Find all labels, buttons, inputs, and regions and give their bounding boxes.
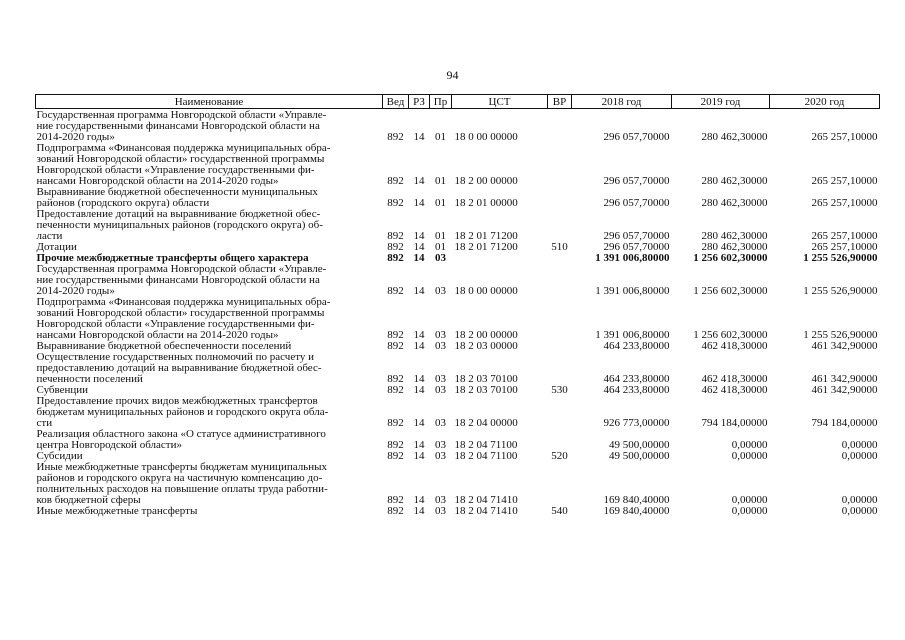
cell-ved: 892 bbox=[387, 131, 404, 143]
cell-2020: 265 257,10000 bbox=[811, 241, 878, 253]
cell-name: Выравнивание бюджетной обеспеченности поселений bbox=[36, 340, 292, 352]
table-row bbox=[36, 297, 880, 341]
cell-2019: 462 418,30000 bbox=[701, 384, 768, 396]
table-row bbox=[36, 429, 880, 451]
table-row bbox=[36, 143, 880, 187]
cell-ved: 892 bbox=[387, 230, 404, 242]
cell-ved: 892 bbox=[387, 329, 404, 341]
cell-rz: 14 bbox=[413, 175, 425, 187]
cell-name: Иные межбюджетные трансферты bbox=[36, 505, 198, 517]
table-header-row bbox=[36, 95, 880, 109]
cell-2020: 265 257,10000 bbox=[811, 175, 878, 187]
cell-vr bbox=[548, 143, 572, 187]
cell-vr bbox=[548, 352, 572, 385]
cell-rz: 14 bbox=[413, 439, 425, 451]
cell-name: Государственная программа Новгородской области «Управле- ние государственными финансами Новгородской области на 2014-2020 годы» bbox=[36, 109, 327, 143]
cell-rz: 14 bbox=[413, 340, 425, 352]
cell-ved: 892 bbox=[387, 175, 404, 187]
header-2019: 2019 год bbox=[672, 95, 770, 109]
cell-pr: 03 bbox=[435, 417, 446, 429]
cell-cst: 18 2 03 70100 bbox=[454, 384, 518, 396]
cell-2018: 464 233,80000 bbox=[603, 373, 670, 385]
header-pr: Пр bbox=[430, 95, 452, 109]
cell-name: Осуществление государственных полномочий по расчету и предоставлению дотаций на выравнивание бюджетной обес- печенности поселений bbox=[36, 351, 322, 385]
cell-ved: 892 bbox=[387, 241, 404, 253]
table-body bbox=[36, 109, 880, 518]
cell-name: Подпрограмма «Финансовая поддержка муниципальных обра- зований Новгородской области» государственной программы Новгородской области «Управление государственными фи- нансами Новгородской области на 2014-2020 годы» bbox=[36, 142, 331, 187]
cell-pr: 03 bbox=[435, 384, 446, 396]
table-row bbox=[36, 109, 880, 144]
cell-cst: 18 2 00 00000 bbox=[454, 329, 518, 341]
table-row bbox=[36, 264, 880, 297]
cell-vr bbox=[548, 462, 572, 506]
cell-ved: 892 bbox=[387, 505, 404, 517]
table-row bbox=[36, 209, 880, 242]
cell-rz: 14 bbox=[413, 285, 425, 297]
cell-rz: 14 bbox=[413, 252, 425, 264]
cell-2019: 280 462,30000 bbox=[701, 230, 768, 242]
cell-name: Предоставление прочих видов межбюджетных трансфертов бюджетам муниципальных районов и городского округа обла- сти bbox=[36, 395, 329, 429]
header-name: Наименование bbox=[36, 95, 383, 109]
cell-cst: 18 2 04 71100 bbox=[454, 439, 518, 451]
cell-2018: 296 057,70000 bbox=[603, 197, 670, 209]
header-ved: Вед bbox=[383, 95, 409, 109]
cell-rz: 14 bbox=[413, 450, 425, 462]
cell-ved: 892 bbox=[387, 285, 404, 297]
cell-2018: 296 057,70000 bbox=[603, 241, 670, 253]
cell-2019: 0,00000 bbox=[731, 505, 768, 517]
cell-ved: 892 bbox=[387, 384, 404, 396]
cell-ved: 892 bbox=[387, 340, 404, 352]
cell-ved: 892 bbox=[387, 197, 404, 209]
cell-cst: 18 2 04 71410 bbox=[454, 494, 518, 506]
cell-2020: 265 257,10000 bbox=[811, 131, 878, 143]
cell-rz: 14 bbox=[413, 197, 425, 209]
table-row bbox=[36, 462, 880, 506]
cell-2019: 0,00000 bbox=[731, 494, 768, 506]
cell-cst: 18 2 04 00000 bbox=[454, 417, 518, 429]
cell-ved: 892 bbox=[387, 494, 404, 506]
cell-name: Государственная программа Новгородской области «Управле- ние государственными финансами Новгородской области на 2014-2020 годы» bbox=[36, 263, 327, 297]
cell-cst: 18 2 00 00000 bbox=[454, 175, 518, 187]
header-cst: ЦСТ bbox=[452, 95, 548, 109]
cell-2020: 265 257,10000 bbox=[811, 197, 878, 209]
budget-table bbox=[35, 94, 880, 517]
cell-2020: 461 342,90000 bbox=[811, 384, 878, 396]
cell-2019: 1 256 602,30000 bbox=[693, 285, 768, 297]
cell-vr bbox=[548, 187, 572, 209]
table-row bbox=[36, 187, 880, 209]
table-row bbox=[36, 352, 880, 385]
header-rz: РЗ bbox=[409, 95, 430, 109]
cell-2018: 169 840,40000 bbox=[603, 494, 670, 506]
cell-name: Субвенции bbox=[36, 384, 89, 396]
cell-pr: 03 bbox=[435, 329, 446, 341]
cell-rz: 14 bbox=[413, 494, 425, 506]
cell-rz: 14 bbox=[413, 505, 425, 517]
cell-name: Подпрограмма «Финансовая поддержка муниципальных обра- зований Новгородской области» государственной программы Новгородской области «Управление государственными фи- нансами Новгородской области на 2014-2020 годы» bbox=[36, 296, 331, 341]
cell-vr: 510 bbox=[551, 241, 568, 253]
cell-2018: 464 233,80000 bbox=[603, 384, 670, 396]
cell-2018: 296 057,70000 bbox=[603, 131, 670, 143]
cell-2018: 49 500,00000 bbox=[609, 439, 670, 451]
cell-cst: 18 2 03 70100 bbox=[454, 373, 518, 385]
cell-pr: 03 bbox=[435, 373, 446, 385]
cell-pr: 01 bbox=[435, 197, 446, 209]
cell-pr: 01 bbox=[435, 230, 446, 242]
cell-vr bbox=[548, 297, 572, 341]
cell-name: Выравнивание бюджетной обеспеченности муниципальных районов (городского округа) области bbox=[36, 186, 318, 209]
cell-pr: 03 bbox=[435, 439, 446, 451]
cell-2019: 1 256 602,30000 bbox=[693, 329, 768, 341]
cell-2020: 461 342,90000 bbox=[811, 373, 878, 385]
cell-2019: 280 462,30000 bbox=[701, 197, 768, 209]
cell-vr: 520 bbox=[551, 450, 568, 462]
cell-pr: 03 bbox=[435, 340, 446, 352]
cell-2020: 1 255 526,90000 bbox=[803, 252, 878, 264]
cell-rz: 14 bbox=[413, 230, 425, 242]
cell-2019: 462 418,30000 bbox=[701, 340, 768, 352]
cell-2020: 1 255 526,90000 bbox=[803, 329, 878, 341]
cell-2020: 0,00000 bbox=[841, 450, 878, 462]
cell-vr: 530 bbox=[551, 384, 568, 396]
cell-2020: 461 342,90000 bbox=[811, 340, 878, 352]
cell-vr bbox=[548, 341, 572, 352]
cell-2019: 0,00000 bbox=[731, 450, 768, 462]
cell-ved: 892 bbox=[387, 439, 404, 451]
cell-2018: 49 500,00000 bbox=[609, 450, 670, 462]
cell-pr: 03 bbox=[435, 505, 446, 517]
cell-name: Субсидии bbox=[36, 450, 83, 462]
cell-vr bbox=[548, 264, 572, 297]
cell-pr: 01 bbox=[435, 175, 446, 187]
cell-pr: 03 bbox=[435, 252, 446, 264]
cell-2019: 1 256 602,30000 bbox=[693, 252, 768, 264]
cell-rz: 14 bbox=[413, 384, 425, 396]
cell-ved: 892 bbox=[387, 417, 404, 429]
cell-name: Предоставление дотаций на выравнивание бюджетной обес- печенности муниципальных районов (городского округа) об- ласти bbox=[36, 208, 323, 242]
cell-pr: 01 bbox=[435, 241, 446, 253]
cell-2020: 1 255 526,90000 bbox=[803, 285, 878, 297]
cell-cst: 18 0 00 00000 bbox=[454, 285, 518, 297]
cell-vr bbox=[548, 429, 572, 451]
cell-2019: 0,00000 bbox=[731, 439, 768, 451]
cell-cst: 18 2 01 71200 bbox=[454, 230, 518, 242]
cell-2018: 1 391 006,80000 bbox=[595, 285, 670, 297]
cell-2018: 1 391 006,80000 bbox=[595, 252, 670, 264]
cell-2019: 280 462,30000 bbox=[701, 241, 768, 253]
cell-2020: 794 184,00000 bbox=[811, 417, 878, 429]
cell-ved: 892 bbox=[387, 450, 404, 462]
cell-rz: 14 bbox=[413, 241, 425, 253]
cell-cst bbox=[452, 253, 548, 264]
cell-2018: 296 057,70000 bbox=[603, 175, 670, 187]
cell-cst: 18 2 01 00000 bbox=[454, 197, 518, 209]
cell-ved: 892 bbox=[387, 373, 404, 385]
cell-2018: 1 391 006,80000 bbox=[595, 329, 670, 341]
cell-rz: 14 bbox=[413, 373, 425, 385]
cell-2020: 0,00000 bbox=[841, 505, 878, 517]
cell-2019: 794 184,00000 bbox=[701, 417, 768, 429]
cell-cst: 18 0 00 00000 bbox=[454, 131, 518, 143]
header-2020: 2020 год bbox=[770, 95, 880, 109]
cell-2020: 0,00000 bbox=[841, 494, 878, 506]
cell-vr bbox=[548, 209, 572, 242]
cell-name: Реализация областного закона «О статусе административного центра Новгородской области» bbox=[36, 428, 326, 451]
cell-2018: 926 773,00000 bbox=[603, 417, 670, 429]
cell-vr bbox=[548, 396, 572, 429]
cell-vr: 540 bbox=[551, 505, 568, 517]
cell-name: Иные межбюджетные трансферты бюджетам муниципальных районов и городского округа на частичную компенсацию до- полнительных расходов на повышение оплаты труда работни- ков бюджетной сферы bbox=[36, 461, 328, 506]
table-row bbox=[36, 506, 880, 517]
page-number: 94 bbox=[446, 68, 459, 82]
cell-2020: 0,00000 bbox=[841, 439, 878, 451]
cell-pr: 03 bbox=[435, 285, 446, 297]
cell-2019: 280 462,30000 bbox=[701, 131, 768, 143]
header-2018: 2018 год bbox=[572, 95, 672, 109]
cell-2018: 464 233,80000 bbox=[603, 340, 670, 352]
cell-rz: 14 bbox=[413, 417, 425, 429]
cell-2020: 265 257,10000 bbox=[811, 230, 878, 242]
cell-name: Дотации bbox=[36, 241, 77, 253]
header-vr: ВР bbox=[548, 95, 572, 109]
cell-vr bbox=[548, 253, 572, 264]
cell-cst: 18 2 01 71200 bbox=[454, 241, 518, 253]
cell-ved: 892 bbox=[387, 252, 404, 264]
cell-pr: 03 bbox=[435, 494, 446, 506]
cell-cst: 18 2 04 71410 bbox=[454, 505, 518, 517]
cell-pr: 03 bbox=[435, 450, 446, 462]
cell-rz: 14 bbox=[413, 329, 425, 341]
cell-2019: 462 418,30000 bbox=[701, 373, 768, 385]
cell-2018: 169 840,40000 bbox=[603, 505, 670, 517]
cell-name: Прочие межбюджетные трансферты общего характера bbox=[36, 252, 309, 264]
cell-cst: 18 2 03 00000 bbox=[454, 340, 518, 352]
cell-2019: 280 462,30000 bbox=[701, 175, 768, 187]
cell-2018: 296 057,70000 bbox=[603, 230, 670, 242]
cell-rz: 14 bbox=[413, 131, 425, 143]
table-row bbox=[36, 396, 880, 429]
cell-cst: 18 2 04 71100 bbox=[454, 450, 518, 462]
cell-pr: 01 bbox=[435, 131, 446, 143]
cell-vr bbox=[548, 109, 572, 144]
